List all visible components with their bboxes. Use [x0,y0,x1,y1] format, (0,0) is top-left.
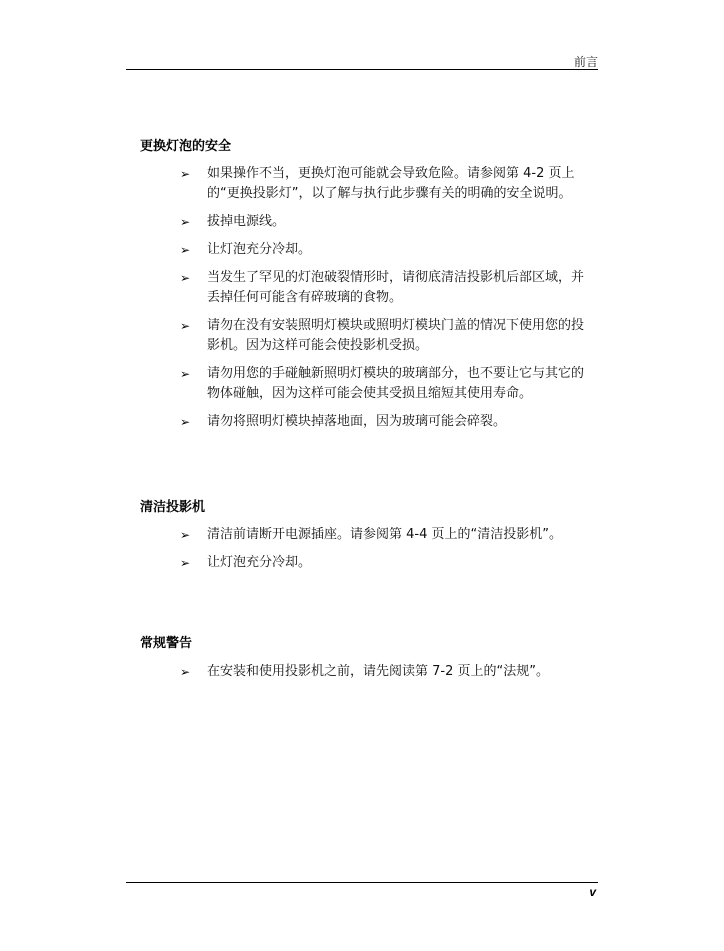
list-item-text: 拔掉电源线。 [207,214,286,229]
arrow-bullet-icon: ➢ [180,319,191,333]
arrow-bullet-icon: ➢ [180,367,191,381]
arrow-bullet-icon: ➢ [180,243,191,257]
list-item [180,364,592,404]
bullet-list-lamp-safety [180,164,592,440]
list-item [180,164,592,204]
arrow-bullet-icon: ➢ [180,215,191,229]
section-heading-cleaning: 清洁投影机 [140,500,206,515]
list-item-text: 清洁前请断开电源插座。请参阅第 4-4 页上的“清洁投影机”。 [207,527,562,542]
arrow-bullet-icon: ➢ [180,556,191,570]
list-item [180,525,568,545]
list-item-text: 请勿用您的手碰触新照明灯模块的玻璃部分，也不要让它与其它的物体碰触，因为这样可能会使其受损且缩短其使用寿命。 [207,366,585,401]
page-number: v [589,885,596,899]
footer-rule [126,882,598,883]
arrow-bullet-icon: ➢ [180,528,191,542]
running-header: 前言 [573,55,598,69]
list-item [180,553,568,573]
list-item [180,212,592,232]
list-item-text: 让灯泡充分冷却。 [207,242,312,257]
list-item-text: 让灯泡充分冷却。 [207,555,312,570]
list-item-text: 请勿将照明灯模块掉落地面，因为玻璃可能会碎裂。 [207,414,507,429]
section-heading-lamp-safety: 更换灯泡的安全 [140,139,232,154]
header-rule [126,69,598,70]
list-item-text: 如果操作不当，更换灯泡可能就会导致危险。请参阅第 4-2 页上的“更换投影灯”，以了解与执行此步骤有关的明确的安全说明。 [207,166,575,201]
list-item-text: 在安装和使用投影机之前，请先阅读第 7-2 页上的“法规”。 [207,664,549,679]
bullet-list-general-warnings [180,662,600,690]
arrow-bullet-icon: ➢ [180,665,191,679]
arrow-bullet-icon: ➢ [180,271,191,285]
section-heading-general-warnings: 常规警告 [140,636,193,651]
arrow-bullet-icon: ➢ [180,167,191,181]
list-item-text: 请勿在没有安装照明灯模块或照明灯模块门盖的情况下使用您的投影机。因为这样可能会使投影机受损。 [207,318,585,353]
list-item [180,316,592,356]
list-item [180,240,592,260]
list-item-text: 当发生了罕见的灯泡破裂情形时，请彻底清洁投影机后部区域，并丢掉任何可能含有碎玻璃的食物。 [207,270,585,305]
bullet-list-cleaning [180,525,568,581]
list-item [180,412,592,432]
arrow-bullet-icon: ➢ [180,415,191,429]
list-item [180,268,592,308]
list-item [180,662,600,682]
